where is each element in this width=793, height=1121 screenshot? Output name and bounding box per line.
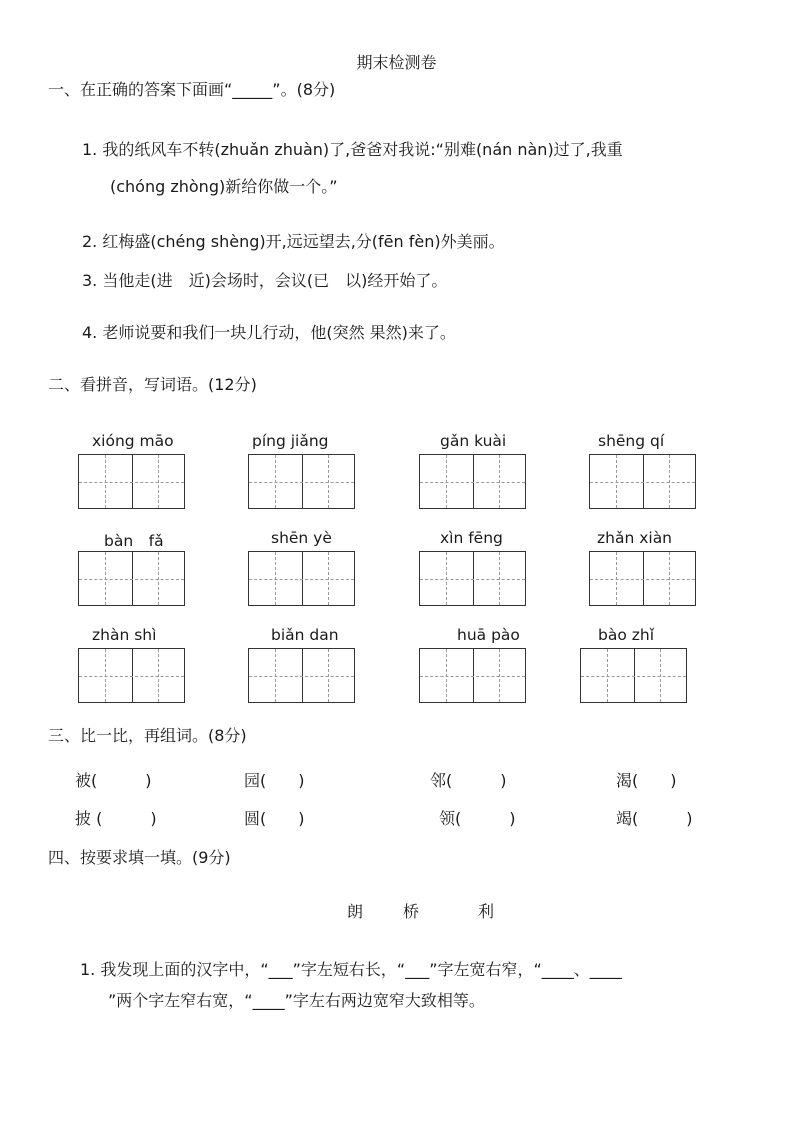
pinyin-label: huā pào bbox=[457, 626, 520, 644]
pinyin-label: xìn fēng bbox=[440, 529, 503, 547]
section-1-heading: 一、在正确的答案下面画“_____”。(8分) bbox=[48, 80, 336, 99]
pinyin-label: zhǎn xiàn bbox=[597, 529, 673, 547]
compare-item: 渴( ) bbox=[616, 771, 677, 790]
pinyin-label: shēng qí bbox=[598, 432, 665, 450]
compare-item: 被( ) bbox=[75, 771, 152, 790]
question-1-3: 3. 当他走(进 近)会场时，会议(已 以)经开始了。 bbox=[82, 271, 448, 290]
writing-grid[interactable] bbox=[419, 454, 526, 509]
character: 利 bbox=[478, 902, 495, 921]
writing-grid[interactable] bbox=[580, 648, 687, 703]
writing-grid[interactable] bbox=[589, 551, 696, 606]
pinyin-label: píng jiǎng bbox=[252, 432, 329, 450]
writing-grid[interactable] bbox=[248, 551, 355, 606]
page-title: 期末检测卷 bbox=[356, 53, 437, 72]
writing-grid[interactable] bbox=[248, 648, 355, 703]
writing-grid[interactable] bbox=[419, 648, 526, 703]
compare-item: 领( ) bbox=[439, 809, 516, 828]
character: 桥 bbox=[403, 902, 420, 921]
writing-grid[interactable] bbox=[78, 648, 185, 703]
question-1-1-line-2: (chóng zhòng)新给你做一个。” bbox=[110, 177, 338, 196]
character: 朗 bbox=[347, 902, 364, 921]
writing-grid[interactable] bbox=[78, 454, 185, 509]
compare-item: 披 ( ) bbox=[75, 809, 157, 828]
question-1-4: 4. 老师说要和我们一块儿行动，他(突然 果然)来了。 bbox=[82, 323, 456, 342]
pinyin-label: shēn yè bbox=[271, 529, 332, 547]
compare-item: 邻( ) bbox=[430, 771, 507, 790]
compare-item: 竭( ) bbox=[616, 809, 693, 828]
section-2-heading: 二、看拼音，写词语。(12分) bbox=[48, 375, 257, 394]
writing-grid[interactable] bbox=[248, 454, 355, 509]
question-1-2: 2. 红梅盛(chéng shèng)开,远远望去,分(fēn fèn)外美丽。 bbox=[82, 232, 505, 251]
pinyin-label: biǎn dan bbox=[271, 626, 339, 644]
compare-item: 圆( ) bbox=[244, 809, 305, 828]
writing-grid[interactable] bbox=[589, 454, 696, 509]
pinyin-label: bàn fǎ bbox=[104, 532, 164, 550]
section-3-heading: 三、比一比，再组词。(8分) bbox=[48, 726, 247, 745]
writing-grid[interactable] bbox=[78, 551, 185, 606]
question-1-1-line-1: 1. 我的纸风车不转(zhuǎn zhuàn)了,爸爸对我说:“别难(nán nàn)过了,我重 bbox=[82, 140, 623, 159]
question-4-1-line-2: ”两个字左窄右宽，“____”字左右两边宽窄大致相等。 bbox=[108, 991, 485, 1010]
compare-item: 园( ) bbox=[244, 771, 305, 790]
pinyin-label: zhàn shì bbox=[92, 626, 157, 644]
question-4-1-line-1: 1. 我发现上面的汉字中，“___”字左短右长，“___”字左宽右窄，“____、____ bbox=[80, 960, 622, 979]
pinyin-label: xióng māo bbox=[92, 432, 174, 450]
pinyin-label: bào zhǐ bbox=[598, 626, 655, 644]
writing-grid[interactable] bbox=[419, 551, 526, 606]
pinyin-label: gǎn kuài bbox=[440, 432, 507, 450]
section-4-heading: 四、按要求填一填。(9分) bbox=[48, 848, 231, 867]
